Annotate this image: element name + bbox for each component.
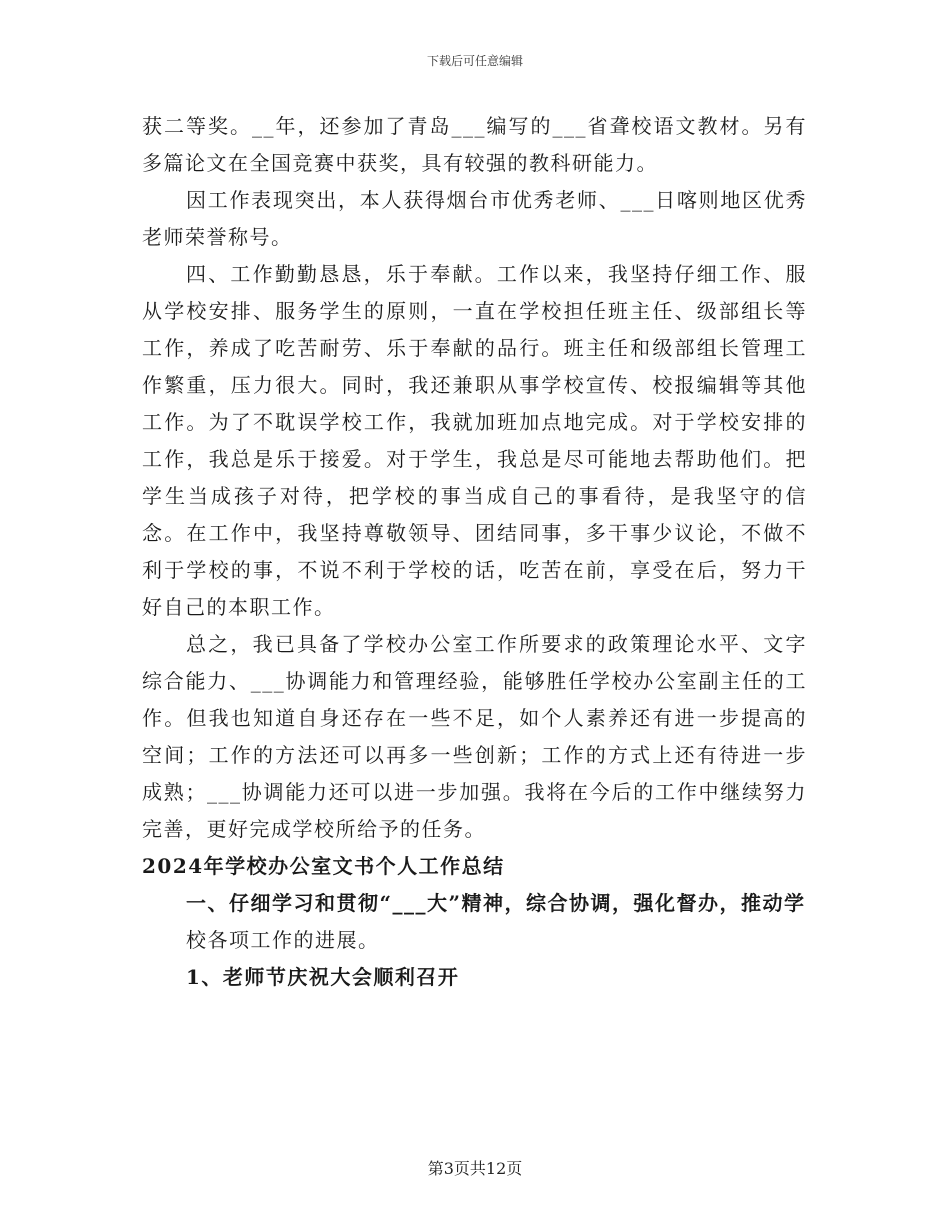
header-note: 下载后可任意编辑 — [426, 54, 523, 68]
heading-level-1-continuation: 校各项工作的进展。 — [186, 928, 380, 952]
paragraph-awards-continued: 获二等奖。__年，还参加了青岛___编写的___省聋校语文教材。另有多篇论文在全国竞赛中获奖，具有较强的教科研能力。 — [142, 114, 807, 175]
paragraph-dedication: 四、工作勤勤恳恳，乐于奉献。工作以来，我坚持仔细工作、服从学校安排、服务学生的原则，一直在学校担任班主任、级部组长等工作，养成了吃苦耐劳、乐于奉献的品行。班主任和级部组长管理工作繁重，压力很大。同时，我还兼职从事学校宣传、校报编辑等其他工作。为了不耽误学校工作，我就加班加点地完成。对于学校安排的工作，我总是乐于接爱。对于学生，我总是尽可能地去帮助他们。把学生当成孩子对待，把学校的事当成自己的事看待，是我坚守的信念。在工作中，我坚持尊敬领导、团结同事，多干事少议论，不做不利于学校的事，不说不利于学校的话，吃苦在前，享受在后，努力干好自己的本职工作。 — [142, 262, 807, 619]
paragraph-summary: 总之，我已具备了学校办公室工作所要求的政策理论水平、文字综合能力、___协调能力和管理经验，能够胜任学校办公室副主任的工作。但我也知道自身还存在一些不足，如个人素养还有进一步提高的空间；工作的方法还可以再多一些创新；工作的方式上还有待进一步成熟；___协调能力还可以进一步加强。我将在今后的工作中继续努力完善，更好完成学校所给予的任务。 — [142, 632, 807, 841]
page-number: 第3页共12页 — [427, 1159, 523, 1178]
heading-level-1: 一、仔细学习和贯彻“___大”精神，综合协调，强化督办，推动学 — [186, 891, 806, 915]
paragraph-honors: 因工作表现突出，本人获得烟台市优秀老师、___日喀则地区优秀老师荣誉称号。 — [142, 188, 807, 249]
section-title: 2024年学校办公室文书个人工作总结 — [142, 854, 505, 878]
document-body — [142, 108, 807, 996]
heading-level-2: 1、老师节庆祝大会顺利召开 — [186, 965, 460, 989]
